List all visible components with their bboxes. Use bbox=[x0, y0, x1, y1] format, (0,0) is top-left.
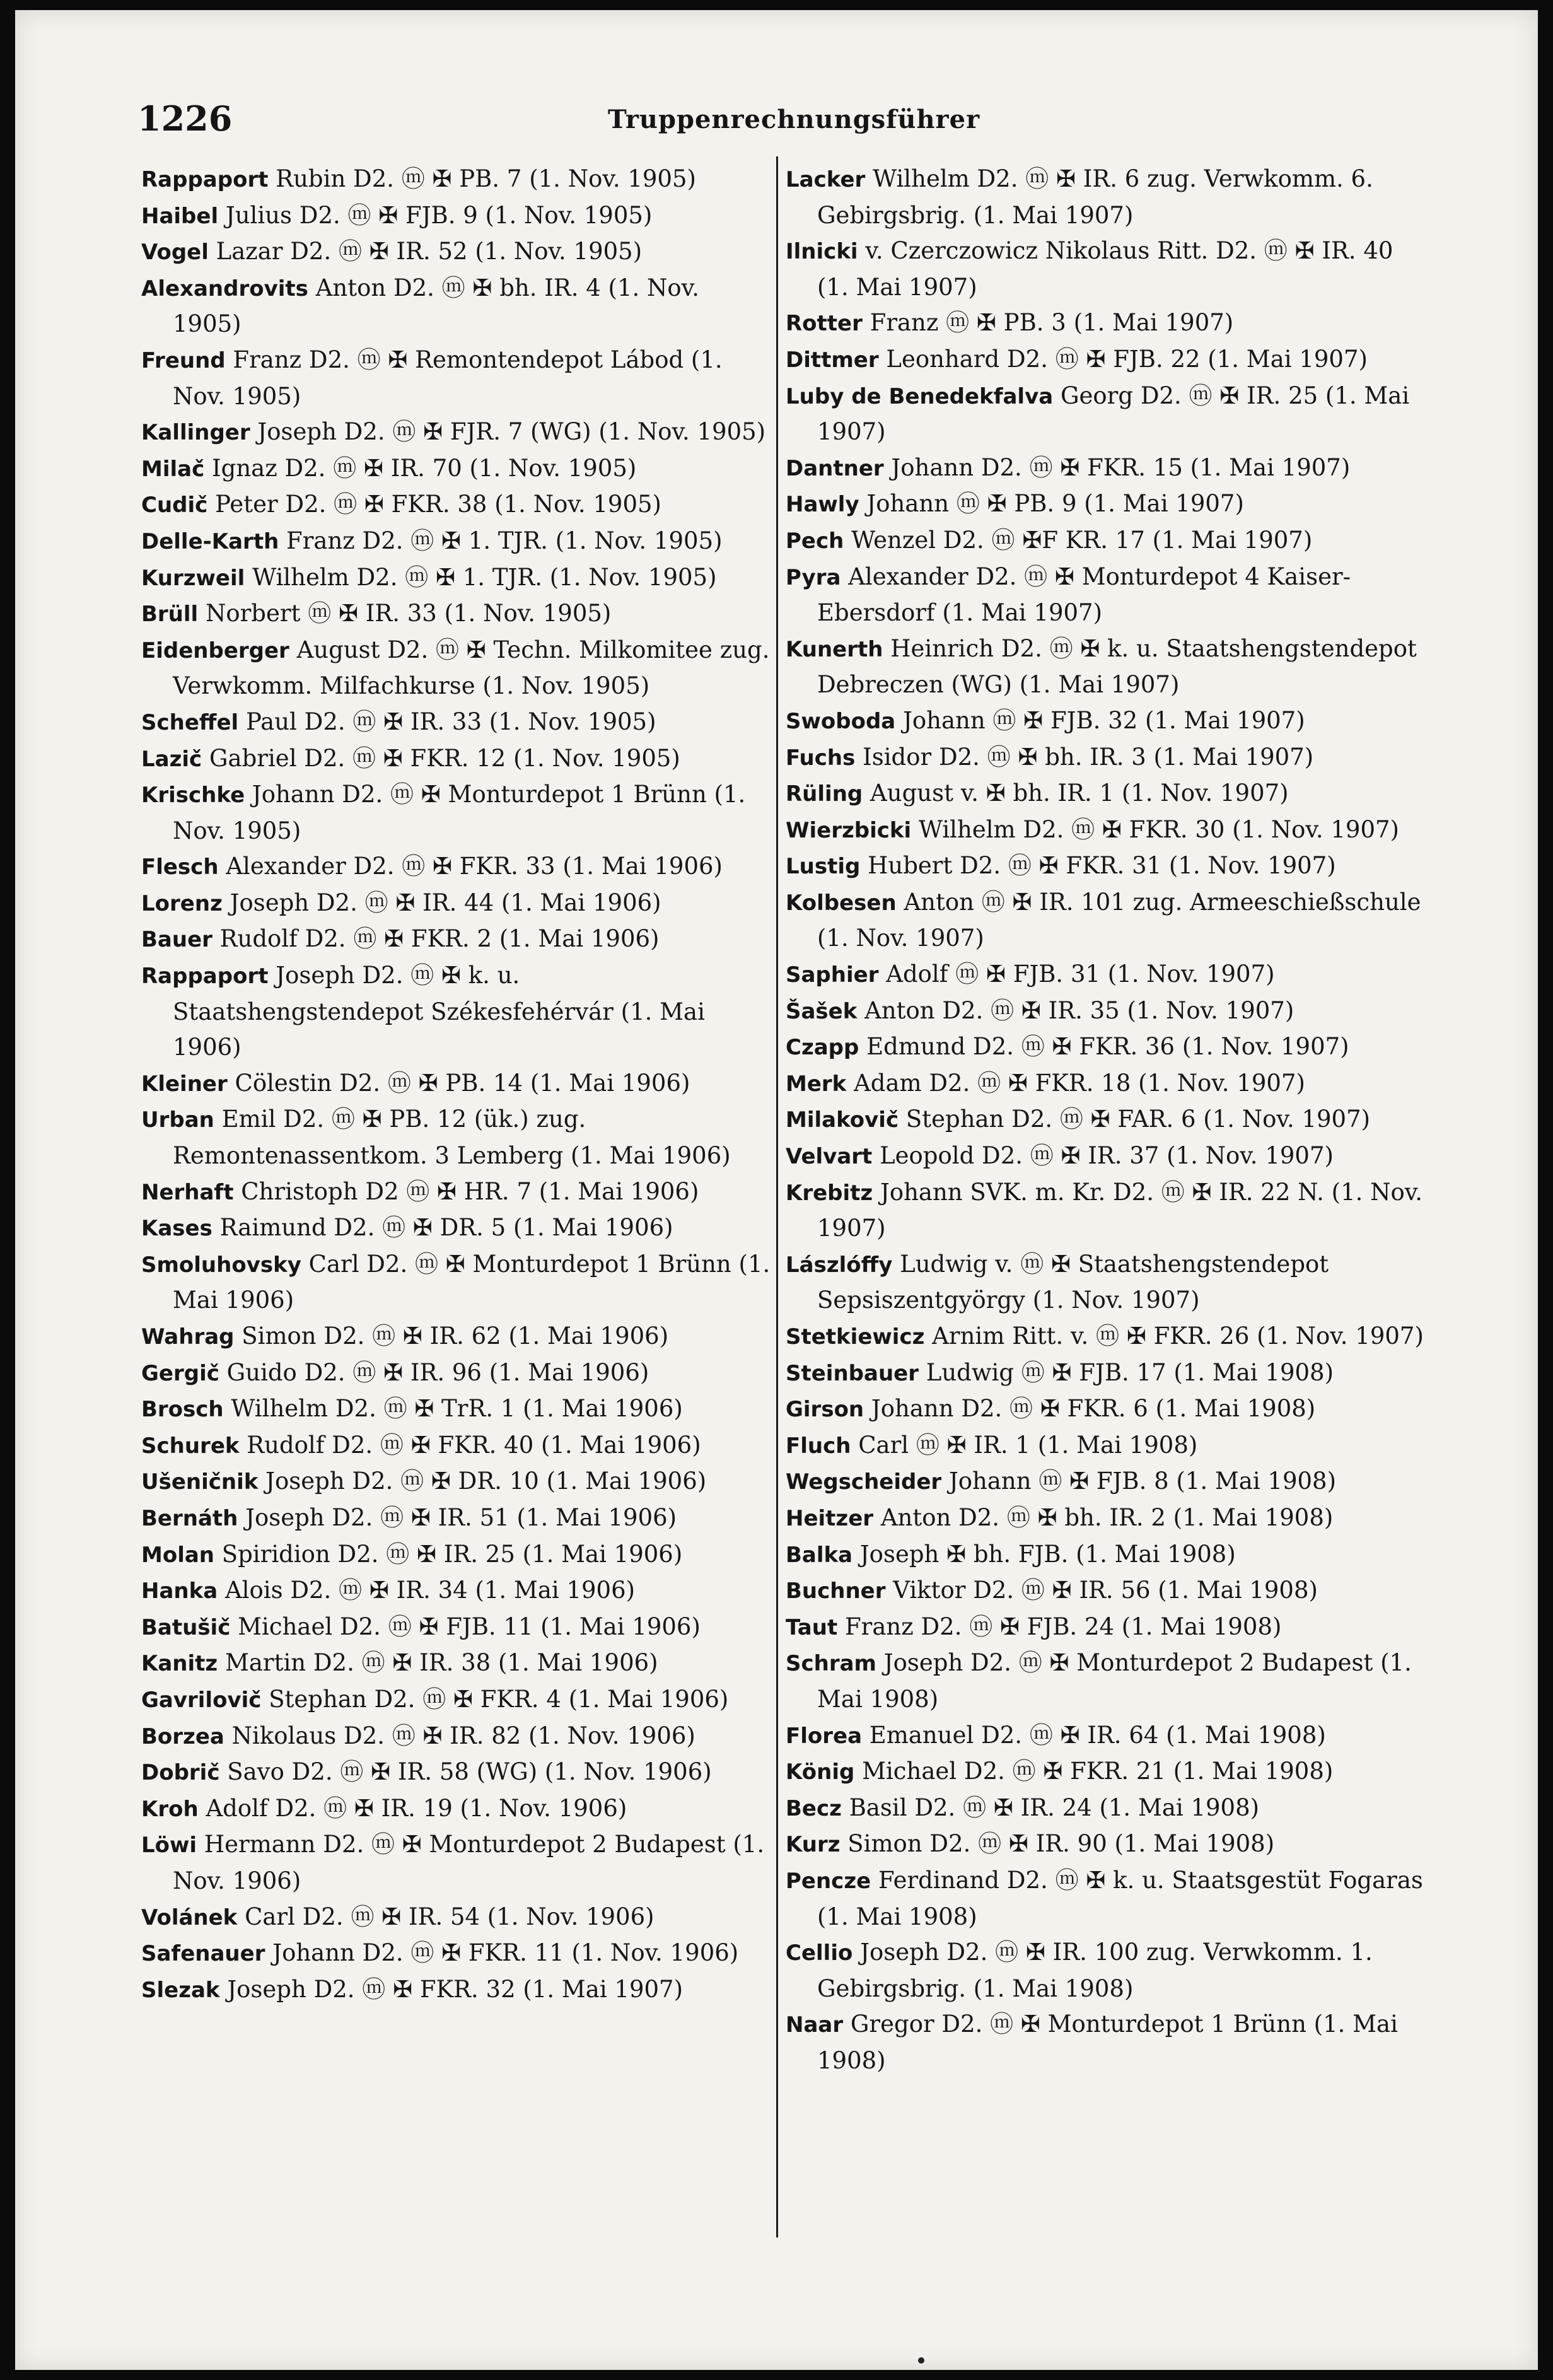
entry-surname: Alexandrovits bbox=[141, 276, 308, 301]
register-entry bbox=[786, 1718, 1429, 1754]
register-entry bbox=[786, 631, 1429, 703]
entry-surname: Eidenberger bbox=[141, 638, 289, 663]
entry-details: Nikolaus D2. ⓜ ✠ IR. 82 (1. Nov. 1906) bbox=[231, 1722, 695, 1749]
register-entry bbox=[786, 1464, 1429, 1500]
entry-details: Julius D2. ⓜ ✠ FJB. 9 (1. Nov. 1905) bbox=[225, 201, 653, 229]
entry-surname: Dittmer bbox=[786, 347, 879, 373]
entry-surname: Becz bbox=[786, 1795, 842, 1821]
register-entry bbox=[786, 957, 1429, 993]
register-entry bbox=[141, 451, 772, 487]
entry-surname: Kanitz bbox=[141, 1651, 218, 1677]
entry-details: Heinrich D2. ⓜ ✠ k. u. Staatshengstendepot Debreczen (WG) (1. Mai 1907) bbox=[817, 634, 1417, 699]
entry-surname: Luby de Benedekfalva bbox=[786, 383, 1054, 409]
register-entry bbox=[141, 1066, 772, 1102]
entry-details: Anton ⓜ ✠ IR. 101 zug. Armeeschießschule (1. Nov. 1907) bbox=[817, 888, 1421, 952]
entry-surname: Dobrič bbox=[141, 1760, 220, 1786]
entry-details: Joseph D2. ⓜ ✠ IR. 51 (1. Mai 1906) bbox=[245, 1503, 677, 1531]
register-entry bbox=[141, 1573, 772, 1609]
entry-surname: Lorenz bbox=[141, 890, 223, 916]
entry-details: Alexander D2. ⓜ ✠ Monturdepot 4 Kaiser-Ebersdorf (1. Mai 1907) bbox=[817, 563, 1351, 627]
entry-surname: Kallinger bbox=[141, 420, 250, 446]
entry-surname: Brosch bbox=[141, 1397, 224, 1423]
entry-surname: Rotter bbox=[786, 311, 863, 337]
entry-surname: Wierzbicki bbox=[786, 817, 912, 843]
entry-details: Johann D2. ⓜ ✠ Monturdepot 1 Brünn (1. Nov. 1905) bbox=[173, 781, 746, 844]
entry-surname: Krebitz bbox=[786, 1180, 873, 1206]
entry-surname: Scheffel bbox=[141, 709, 239, 735]
register-entry bbox=[786, 703, 1429, 740]
entry-details: Adolf D2. ⓜ ✠ IR. 19 (1. Nov. 1906) bbox=[206, 1794, 627, 1822]
entry-surname: Smoluhovsky bbox=[141, 1252, 301, 1278]
entry-details: Wilhelm D2. ⓜ ✠ FKR. 30 (1. Nov. 1907) bbox=[918, 815, 1399, 843]
register-entry bbox=[141, 1102, 772, 1174]
entry-details: Alexander D2. ⓜ ✠ FKR. 33 (1. Mai 1906) bbox=[226, 853, 723, 880]
register-entry bbox=[786, 342, 1429, 378]
entry-details: Franz D2. ⓜ ✠ 1. TJR. (1. Nov. 1905) bbox=[286, 527, 723, 554]
register-entry bbox=[786, 1102, 1429, 1138]
register-entry bbox=[141, 1899, 772, 1936]
entry-details: Ferdinand D2. ⓜ ✠ k. u. Staatsgestüt Fogaras (1. Mai 1908) bbox=[817, 1866, 1423, 1930]
register-entry bbox=[786, 1863, 1429, 1935]
register-entry bbox=[786, 1355, 1429, 1392]
entry-details: Joseph D2. ⓜ ✠ IR. 100 zug. Verwkomm. 1. Gebirgsbrig. (1. Mai 1908) bbox=[817, 1939, 1373, 2002]
entry-surname: Bauer bbox=[141, 927, 212, 953]
entry-surname: Balka bbox=[786, 1542, 853, 1568]
entry-details: Gabriel D2. ⓜ ✠ FKR. 12 (1. Nov. 1905) bbox=[209, 744, 680, 772]
register-entry bbox=[141, 271, 772, 342]
register-entry bbox=[786, 1247, 1429, 1319]
entry-details: Rudolf D2. ⓜ ✠ FKR. 2 (1. Mai 1906) bbox=[219, 925, 660, 953]
register-entry bbox=[786, 1391, 1429, 1428]
entry-surname: Gavrilovič bbox=[141, 1687, 262, 1713]
register-entry bbox=[141, 1791, 772, 1828]
column-divider bbox=[776, 156, 778, 2237]
entry-details: Ludwig v. ⓜ ✠ Staatshengstendepot Sepsiszentgyörgy (1. Nov. 1907) bbox=[817, 1250, 1329, 1314]
entry-surname: Fuchs bbox=[786, 745, 856, 771]
entry-details: Rudolf D2. ⓜ ✠ FKR. 40 (1. Mai 1906) bbox=[247, 1431, 701, 1459]
entry-surname: Flesch bbox=[141, 855, 219, 880]
entry-surname: Lazič bbox=[141, 746, 202, 772]
entry-surname: Schurek bbox=[141, 1433, 240, 1459]
entry-surname: Pencze bbox=[786, 1868, 871, 1894]
entry-details: Carl D2. ⓜ ✠ IR. 54 (1. Nov. 1906) bbox=[245, 1903, 654, 1930]
register-entry bbox=[141, 1537, 772, 1573]
register-entry bbox=[786, 2007, 1429, 2079]
entry-details: Joseph D2. ⓜ ✠ FJR. 7 (WG) (1. Nov. 1905) bbox=[257, 418, 766, 446]
entry-details: Johann ⓜ ✠ FJB. 8 (1. Mai 1908) bbox=[948, 1467, 1337, 1495]
entry-details: Spiridion D2. ⓜ ✠ IR. 25 (1. Mai 1906) bbox=[221, 1540, 683, 1568]
entry-details: v. Czerczowicz Nikolaus Ritt. D2. ⓜ ✠ IR. 40 (1. Mai 1907) bbox=[817, 237, 1393, 301]
entry-surname: Kunerth bbox=[786, 636, 883, 662]
entry-details: Franz D2. ⓜ ✠ Remontendepot Lábod (1. Nov. 1905) bbox=[173, 346, 723, 410]
register-entry bbox=[786, 776, 1429, 812]
register-entry bbox=[141, 1319, 772, 1355]
entry-details: Cölestin D2. ⓜ ✠ PB. 14 (1. Mai 1906) bbox=[235, 1069, 690, 1097]
entry-details: Hubert D2. ⓜ ✠ FKR. 31 (1. Nov. 1907) bbox=[868, 852, 1336, 880]
entry-details: Leonhard D2. ⓜ ✠ FJB. 22 (1. Mai 1907) bbox=[886, 345, 1368, 373]
entry-details: Viktor D2. ⓜ ✠ IR. 56 (1. Mai 1908) bbox=[893, 1577, 1318, 1604]
entry-surname: Kroh bbox=[141, 1796, 199, 1822]
right-column bbox=[786, 161, 1429, 2079]
register-entry bbox=[141, 1247, 772, 1319]
entry-details: Carl ⓜ ✠ IR. 1 (1. Mai 1908) bbox=[858, 1431, 1198, 1459]
entry-details: Adolf ⓜ ✠ FJB. 31 (1. Nov. 1907) bbox=[886, 960, 1275, 988]
register-entry bbox=[786, 1573, 1429, 1609]
entry-surname: Kolbesen bbox=[786, 890, 897, 916]
register-entry bbox=[141, 885, 772, 922]
entry-details: Johann D2. ⓜ ✠ FKR. 6 (1. Mai 1908) bbox=[871, 1395, 1316, 1423]
register-entry bbox=[786, 378, 1429, 450]
register-entry bbox=[786, 233, 1429, 305]
entry-surname: Schram bbox=[786, 1651, 876, 1677]
register-entry bbox=[141, 1935, 772, 1972]
entry-details: Joseph D2. ⓜ ✠ FKR. 32 (1. Mai 1907) bbox=[227, 1975, 683, 2003]
entry-surname: Swoboda bbox=[786, 708, 896, 734]
register-entry bbox=[786, 1790, 1429, 1827]
entry-details: Joseph ✠ bh. FJB. (1. Mai 1908) bbox=[859, 1540, 1236, 1568]
entry-details: Johann D2. ⓜ ✠ FKR. 11 (1. Nov. 1906) bbox=[272, 1939, 739, 1967]
entry-surname: Kurzweil bbox=[141, 565, 245, 591]
entry-details: Ignaz D2. ⓜ ✠ IR. 70 (1. Nov. 1905) bbox=[212, 454, 637, 482]
register-entry bbox=[786, 1319, 1429, 1355]
entry-details: Anton D2. ⓜ ✠ bh. IR. 2 (1. Mai 1908) bbox=[880, 1503, 1334, 1531]
entry-surname: Ilnicki bbox=[786, 239, 858, 265]
entry-details: Franz ⓜ ✠ PB. 3 (1. Mai 1907) bbox=[870, 309, 1234, 337]
entry-details: Paul D2. ⓜ ✠ IR. 33 (1. Nov. 1905) bbox=[245, 708, 656, 735]
register-entry bbox=[141, 1428, 772, 1464]
register-entry bbox=[141, 1827, 772, 1899]
entry-surname: Krischke bbox=[141, 783, 245, 808]
entry-details: Savo D2. ⓜ ✠ IR. 58 (WG) (1. Nov. 1906) bbox=[227, 1758, 712, 1786]
entry-surname: König bbox=[786, 1759, 855, 1785]
register-entry bbox=[786, 812, 1429, 849]
register-entry bbox=[786, 885, 1429, 957]
entry-surname: Kases bbox=[141, 1216, 212, 1242]
register-entry bbox=[141, 1464, 772, 1500]
entry-details: Anton D2. ⓜ ✠ bh. IR. 4 (1. Nov. 1905) bbox=[173, 274, 699, 338]
entry-details: Anton D2. ⓜ ✠ IR. 35 (1. Nov. 1907) bbox=[864, 996, 1294, 1024]
page-sheet bbox=[15, 10, 1538, 2370]
entry-details: Emanuel D2. ⓜ ✠ IR. 64 (1. Mai 1908) bbox=[869, 1721, 1326, 1749]
entry-details: Stephan D2. ⓜ ✠ FAR. 6 (1. Nov. 1907) bbox=[905, 1105, 1371, 1133]
register-entry bbox=[141, 523, 772, 560]
entry-details: Carl D2. ⓜ ✠ Monturdepot 1 Brünn (1. Mai 1906) bbox=[173, 1250, 771, 1314]
register-entry bbox=[141, 1682, 772, 1718]
entry-surname: Velvart bbox=[786, 1144, 873, 1170]
entry-surname: Kleiner bbox=[141, 1071, 228, 1097]
entry-details: Johann ⓜ ✠ PB. 9 (1. Mai 1907) bbox=[866, 490, 1244, 518]
register-entry bbox=[786, 523, 1429, 559]
register-entry bbox=[141, 414, 772, 451]
register-entry bbox=[141, 596, 772, 633]
entry-surname: Rappaport bbox=[141, 167, 269, 192]
entry-details: Johann D2. ⓜ ✠ FKR. 15 (1. Mai 1907) bbox=[891, 453, 1351, 481]
entry-details: Christoph D2 ⓜ ✠ HR. 7 (1. Mai 1906) bbox=[241, 1177, 699, 1205]
entry-surname: Pech bbox=[786, 528, 844, 554]
register-entry bbox=[141, 704, 772, 741]
page-header bbox=[15, 10, 1538, 139]
register-entry bbox=[141, 1174, 772, 1211]
register-entry bbox=[786, 1138, 1429, 1175]
entry-surname: Lászlóffy bbox=[786, 1252, 893, 1278]
register-entry bbox=[786, 1500, 1429, 1537]
register-entry bbox=[786, 740, 1429, 776]
entry-surname: Cellio bbox=[786, 1940, 853, 1966]
entry-surname: Batušič bbox=[141, 1614, 231, 1640]
entry-surname: Milač bbox=[141, 456, 205, 482]
entry-details: Wilhelm D2. ⓜ ✠ 1. TJR. (1. Nov. 1905) bbox=[252, 563, 717, 591]
entry-surname: Urban bbox=[141, 1107, 214, 1133]
entry-details: Edmund D2. ⓜ ✠ FKR. 36 (1. Nov. 1907) bbox=[866, 1033, 1349, 1061]
register-entry bbox=[786, 305, 1429, 342]
entry-details: Stephan D2. ⓜ ✠ FKR. 4 (1. Mai 1906) bbox=[269, 1685, 729, 1713]
entry-details: Michael D2. ⓜ ✠ FKR. 21 (1. Mai 1908) bbox=[862, 1758, 1334, 1785]
register-entry bbox=[786, 848, 1429, 885]
entry-surname: Nerhaft bbox=[141, 1179, 234, 1205]
entry-details: Isidor D2. ⓜ ✠ bh. IR. 3 (1. Mai 1907) bbox=[863, 743, 1314, 771]
entry-surname: Hawly bbox=[786, 492, 859, 518]
register-entry bbox=[786, 1537, 1429, 1573]
entry-surname: Taut bbox=[786, 1614, 838, 1640]
entry-details: Martin D2. ⓜ ✠ IR. 38 (1. Mai 1906) bbox=[224, 1649, 658, 1677]
entry-details: Leopold D2. ⓜ ✠ IR. 37 (1. Nov. 1907) bbox=[880, 1142, 1334, 1170]
register-entry bbox=[141, 198, 772, 235]
register-entry bbox=[786, 1645, 1429, 1717]
entry-surname: Pyra bbox=[786, 564, 841, 590]
register-entry bbox=[786, 1826, 1429, 1863]
entry-surname: Molan bbox=[141, 1542, 214, 1568]
entry-surname: Volánek bbox=[141, 1905, 238, 1930]
entry-details: Adam D2. ⓜ ✠ FKR. 18 (1. Nov. 1907) bbox=[854, 1069, 1305, 1097]
register-entry bbox=[141, 633, 772, 704]
entry-surname: Fluch bbox=[786, 1433, 851, 1459]
entry-surname: Naar bbox=[786, 2012, 844, 2038]
entry-surname: Borzea bbox=[141, 1724, 224, 1749]
entry-surname: Dantner bbox=[786, 455, 884, 481]
entry-surname: Merk bbox=[786, 1071, 847, 1097]
entry-surname: Rüling bbox=[786, 781, 863, 807]
register-entry bbox=[141, 1972, 772, 2009]
entry-details: Joseph D2. ⓜ ✠ k. u. Staatshengstendepot Székesfehérvár (1. Mai 1906) bbox=[173, 962, 705, 1061]
running-head: Truppenrechnungsführer bbox=[608, 105, 980, 134]
entry-details: Michael D2. ⓜ ✠ FJB. 11 (1. Mai 1906) bbox=[238, 1613, 701, 1640]
register-entry bbox=[786, 1754, 1429, 1790]
left-column bbox=[141, 161, 772, 2008]
entry-surname: Delle-Karth bbox=[141, 528, 279, 554]
entry-details: Johann SVK. m. Kr. D2. ⓜ ✠ IR. 22 N. (1. Nov. 1907) bbox=[817, 1178, 1423, 1242]
register-entry bbox=[141, 1210, 772, 1247]
entry-surname: Girson bbox=[786, 1397, 864, 1423]
entry-details: Rubin D2. ⓜ ✠ PB. 7 (1. Nov. 1905) bbox=[276, 165, 696, 192]
entry-surname: Saphier bbox=[786, 962, 879, 988]
entry-details: Simon D2. ⓜ ✠ IR. 62 (1. Mai 1906) bbox=[241, 1322, 669, 1350]
entry-surname: Vogel bbox=[141, 240, 209, 265]
entry-surname: Freund bbox=[141, 347, 226, 373]
entry-surname: Lustig bbox=[786, 854, 861, 880]
register-entry bbox=[141, 1500, 772, 1537]
entry-details: Joseph D2. ⓜ ✠ DR. 10 (1. Mai 1906) bbox=[265, 1467, 707, 1495]
entry-details: Arnim Ritt. v. ⓜ ✠ FKR. 26 (1. Nov. 1907) bbox=[932, 1322, 1424, 1350]
register-entry bbox=[786, 1428, 1429, 1464]
entry-surname: Hanka bbox=[141, 1578, 218, 1604]
entry-details: Joseph D2. ⓜ ✠ Monturdepot 2 Budapest (1. Mai 1908) bbox=[817, 1649, 1412, 1713]
entry-surname: Cudič bbox=[141, 493, 208, 518]
page-number: 1226 bbox=[137, 98, 233, 139]
register-entry bbox=[141, 161, 772, 198]
entry-details: Johann ⓜ ✠ FJB. 32 (1. Mai 1907) bbox=[903, 706, 1305, 734]
entry-details: Basil D2. ⓜ ✠ IR. 24 (1. Mai 1908) bbox=[849, 1794, 1260, 1821]
entry-details: Gregor D2. ⓜ ✠ Monturdepot 1 Brünn (1. Mai 1908) bbox=[817, 2010, 1398, 2074]
register-entry bbox=[141, 1718, 772, 1755]
entry-details: Franz D2. ⓜ ✠ FJB. 24 (1. Mai 1908) bbox=[844, 1613, 1282, 1640]
register-entry bbox=[786, 161, 1429, 233]
register-entry bbox=[141, 1754, 772, 1791]
register-entry bbox=[141, 1355, 772, 1392]
entry-details: Emil D2. ⓜ ✠ PB. 12 (ük.) zug. Remontenassentkom. 3 Lemberg (1. Mai 1906) bbox=[173, 1105, 731, 1170]
entry-details: Guido D2. ⓜ ✠ IR. 96 (1. Mai 1906) bbox=[226, 1358, 649, 1386]
entry-details: Ludwig ⓜ ✠ FJB. 17 (1. Mai 1908) bbox=[926, 1358, 1334, 1386]
entry-surname: Heitzer bbox=[786, 1505, 874, 1531]
entry-details: Peter D2. ⓜ ✠ FKR. 38 (1. Nov. 1905) bbox=[215, 491, 661, 518]
register-entry bbox=[786, 1066, 1429, 1102]
entry-surname: Steinbauer bbox=[786, 1360, 919, 1386]
entry-details: Wenzel D2. ⓜ ✠F KR. 17 (1. Mai 1907) bbox=[851, 526, 1313, 554]
register-entry bbox=[141, 234, 772, 271]
entry-surname: Kurz bbox=[786, 1832, 840, 1858]
register-entry bbox=[141, 342, 772, 414]
entry-surname: Milakovič bbox=[786, 1107, 899, 1133]
register-entry bbox=[141, 1609, 772, 1646]
entry-surname: Stetkiewicz bbox=[786, 1324, 925, 1350]
register-entry bbox=[141, 1645, 772, 1682]
entry-surname: Ušeničnik bbox=[141, 1469, 259, 1495]
entry-details: Raimund D2. ⓜ ✠ DR. 5 (1. Mai 1906) bbox=[219, 1214, 673, 1242]
register-entry bbox=[141, 921, 772, 958]
register-entry bbox=[141, 741, 772, 778]
register-entry bbox=[141, 777, 772, 849]
entry-details: Wilhelm D2. ⓜ ✠ IR. 6 zug. Verwkomm. 6. Gebirgsbrig. (1. Mai 1907) bbox=[817, 165, 1373, 229]
register-entry bbox=[786, 1029, 1429, 1066]
register-entry bbox=[786, 1935, 1429, 2007]
register-entry bbox=[141, 487, 772, 523]
entry-surname: Czapp bbox=[786, 1035, 859, 1061]
entry-surname: Gergič bbox=[141, 1360, 219, 1386]
entry-details: Joseph D2. ⓜ ✠ IR. 44 (1. Mai 1906) bbox=[230, 889, 661, 916]
entry-surname: Haibel bbox=[141, 203, 219, 229]
entry-surname: Bernáth bbox=[141, 1505, 238, 1531]
entry-surname: Brüll bbox=[141, 602, 199, 627]
register-entry bbox=[141, 560, 772, 597]
entry-details: Hermann D2. ⓜ ✠ Monturdepot 2 Budapest (1. Nov. 1906) bbox=[173, 1831, 765, 1894]
register-entry bbox=[141, 849, 772, 885]
register-entry bbox=[786, 993, 1429, 1030]
entry-details: Wilhelm D2. ⓜ ✠ TrR. 1 (1. Mai 1906) bbox=[231, 1395, 683, 1423]
register-entry bbox=[141, 958, 772, 1066]
entry-surname: Lacker bbox=[786, 167, 866, 192]
entry-details: August D2. ⓜ ✠ Techn. Milkomitee zug. Verwkomm. Milfachkurse (1. Nov. 1905) bbox=[173, 636, 770, 700]
entry-surname: Wahrag bbox=[141, 1324, 235, 1350]
register-entry bbox=[786, 1609, 1429, 1646]
entry-surname: Rappaport bbox=[141, 964, 269, 989]
register-entry bbox=[786, 486, 1429, 523]
register-entry bbox=[141, 1391, 772, 1428]
register-entry bbox=[786, 1175, 1429, 1247]
register-entry bbox=[786, 559, 1429, 631]
entry-surname: Buchner bbox=[786, 1578, 886, 1604]
entry-surname: Šašek bbox=[786, 998, 858, 1024]
entry-surname: Safenauer bbox=[141, 1941, 265, 1967]
entry-details: August v. ✠ bh. IR. 1 (1. Nov. 1907) bbox=[870, 779, 1289, 807]
entry-details: Alois D2. ⓜ ✠ IR. 34 (1. Mai 1906) bbox=[224, 1577, 636, 1604]
entry-surname: Slezak bbox=[141, 1977, 220, 2003]
footer-dot-mark bbox=[918, 2357, 924, 2364]
register-entry bbox=[786, 450, 1429, 487]
entry-details: Georg D2. ⓜ ✠ IR. 25 (1. Mai 1907) bbox=[817, 382, 1410, 446]
entry-surname: Löwi bbox=[141, 1833, 197, 1858]
entry-details: Lazar D2. ⓜ ✠ IR. 52 (1. Nov. 1905) bbox=[216, 238, 643, 265]
entry-details: Simon D2. ⓜ ✠ IR. 90 (1. Mai 1908) bbox=[847, 1830, 1275, 1858]
entry-surname: Florea bbox=[786, 1723, 863, 1749]
entry-surname: Wegscheider bbox=[786, 1469, 942, 1495]
entry-details: Norbert ⓜ ✠ IR. 33 (1. Nov. 1905) bbox=[205, 600, 612, 627]
